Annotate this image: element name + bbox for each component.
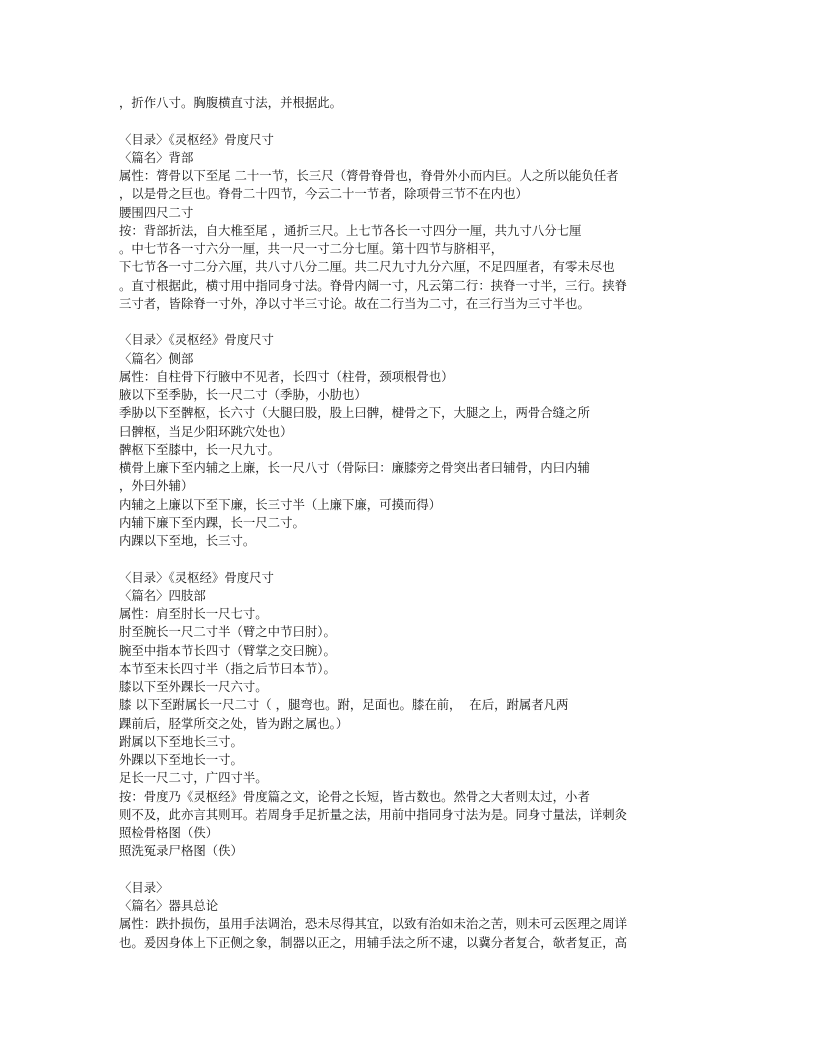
body-text-line: 。中七节各一寸六分一厘，共一尺一寸二分七厘。第十四节与脐相平， [119, 241, 504, 256]
body-text-line: 内踝以下至地，长三寸。 [119, 533, 256, 548]
body-text-line: 外踝以下至地长一寸。 [119, 752, 243, 767]
body-text-line: 横骨上廉下至内辅之上廉，长一尺八寸（骨际曰：廉膝旁之骨突出者曰辅骨，内曰内辅 [119, 460, 590, 475]
body-text-line: 膝 以下至跗属长一尺二寸（ ，腿弯也。跗，足面也。膝在前， 在后，跗属者凡两 [119, 697, 569, 713]
blank-line [119, 550, 719, 568]
body-text-line: 腋以下至季胁，长一尺二寸（季胁，小肋也） [119, 387, 367, 402]
body-text-line: 照检骨格图（佚） [119, 825, 219, 840]
body-text-line: 腰围四尺二寸 [119, 204, 194, 220]
section-catalog-heading: 〈目录〉《灵枢经》骨度尺寸 [119, 131, 274, 147]
body-text-line: 内辅下廉下至内踝，长一尺二寸。 [119, 514, 305, 530]
body-text-line: ，以是骨之巨也。脊骨二十四节，今云二十一节者，除项骨三节不在内也） [119, 186, 528, 202]
body-text-line: 肘至腕长一尺二寸半（臂之中节曰肘）。 [119, 624, 336, 640]
document-page [119, 94, 719, 952]
blank-line [119, 313, 719, 331]
body-text-line: 曰髀枢，当足少阳环跳穴处也） [119, 423, 293, 439]
body-text-line: 下七节各一寸二分六厘，共八寸八分二厘。共二尺九寸九分六厘，不足四厘者，有零未尽也 [119, 259, 615, 275]
body-text-line: 属性：膂骨以下至尾 二十一节，长三尺（膂骨脊骨也，脊骨外小而内巨。人之所以能负任者 [119, 168, 619, 183]
section-catalog-heading: 〈目录〉《灵枢经》骨度尺寸 [119, 332, 274, 348]
section-chapter-title: 〈篇名〉背部 [119, 149, 194, 165]
body-text-line: 本节至末长四寸半（指之后节曰本节）。 [119, 660, 336, 676]
intro-text: ，折作八寸。胸腹横直寸法，并根据此。 [119, 95, 343, 110]
body-text-line: 则不及，此亦言其则耳。若周身手足折量之法，用前中指同身寸法为是。同身寸量法，详刺灸 [119, 806, 628, 822]
body-text-line: 踝前后，胫掌所交之处，皆为跗之属也。） [119, 715, 349, 731]
body-text-line: 内辅之上廉以下至下廉，长三寸半（上廉下廉，可摸而得） [119, 496, 442, 512]
section-catalog-heading: 〈目录〉《灵枢经》骨度尺寸 [119, 569, 274, 585]
body-text-line: 照洗冤录尸格图（佚） [119, 843, 243, 859]
body-text-line: 属性：跌扑损伤，虽用手法调治，恐未尽得其宜，以致有治如未治之苦，则未可云医理之周详 [119, 916, 628, 932]
body-text-line: 属性：肩至肘长一尺七寸。 [119, 606, 268, 621]
section-catalog-heading: 〈目录〉 [119, 879, 169, 895]
body-text-line: 足长一尺二寸，广四寸半。 [119, 770, 268, 786]
blank-line [119, 112, 719, 130]
section-chapter-title: 〈篇名〉侧部 [119, 350, 194, 366]
body-text-line: 属性：自柱骨下行腋中不见者，长四寸（柱骨，颈项根骨也） [119, 368, 454, 384]
blank-line [119, 861, 719, 879]
body-text-line: 髀枢下至膝中，长一尺九寸。 [119, 441, 281, 457]
body-text-line: ，外曰外辅） [119, 478, 194, 494]
section-chapter-title: 〈篇名〉四肢部 [119, 587, 206, 603]
section-chapter-title: 〈篇名〉器具总论 [119, 898, 219, 913]
body-text-line: 跗属以下至地长三寸。 [119, 733, 243, 749]
body-text-line: 也。爰因身体上下正侧之象，制器以正之，用辅手法之所不逮，以冀分者复合，欹者复正，高 [119, 934, 628, 950]
body-text-line: 三寸者，皆除脊一寸外，净以寸半三寸论。故在二行当为二寸，在三行当为三寸半也。 [119, 295, 590, 311]
body-text-line: 膝以下至外踝长一尺六寸。 [119, 679, 268, 694]
body-text-line: 腕至中指本节长四寸（臂掌之交曰腕）。 [119, 642, 336, 658]
body-text-line: 季胁以下至髀枢，长六寸（大腿曰股，股上曰髀，楗骨之下，大腿之上，两骨合缝之所 [119, 405, 590, 421]
body-text-line: 按：背部折法，自大椎至尾 ，通折三尺。上七节各长一寸四分一厘，共九寸八分七厘 [119, 222, 582, 238]
body-text-line: 。直寸根据此，横寸用中指同身寸法。脊骨内阔一寸，凡云第二行：挟脊一寸半，三行。挟脊 [119, 277, 628, 293]
body-text-line: 按：骨度乃《灵枢经》骨度篇之文，论骨之长短，皆古数也。然骨之大者则太过，小者 [119, 788, 590, 804]
